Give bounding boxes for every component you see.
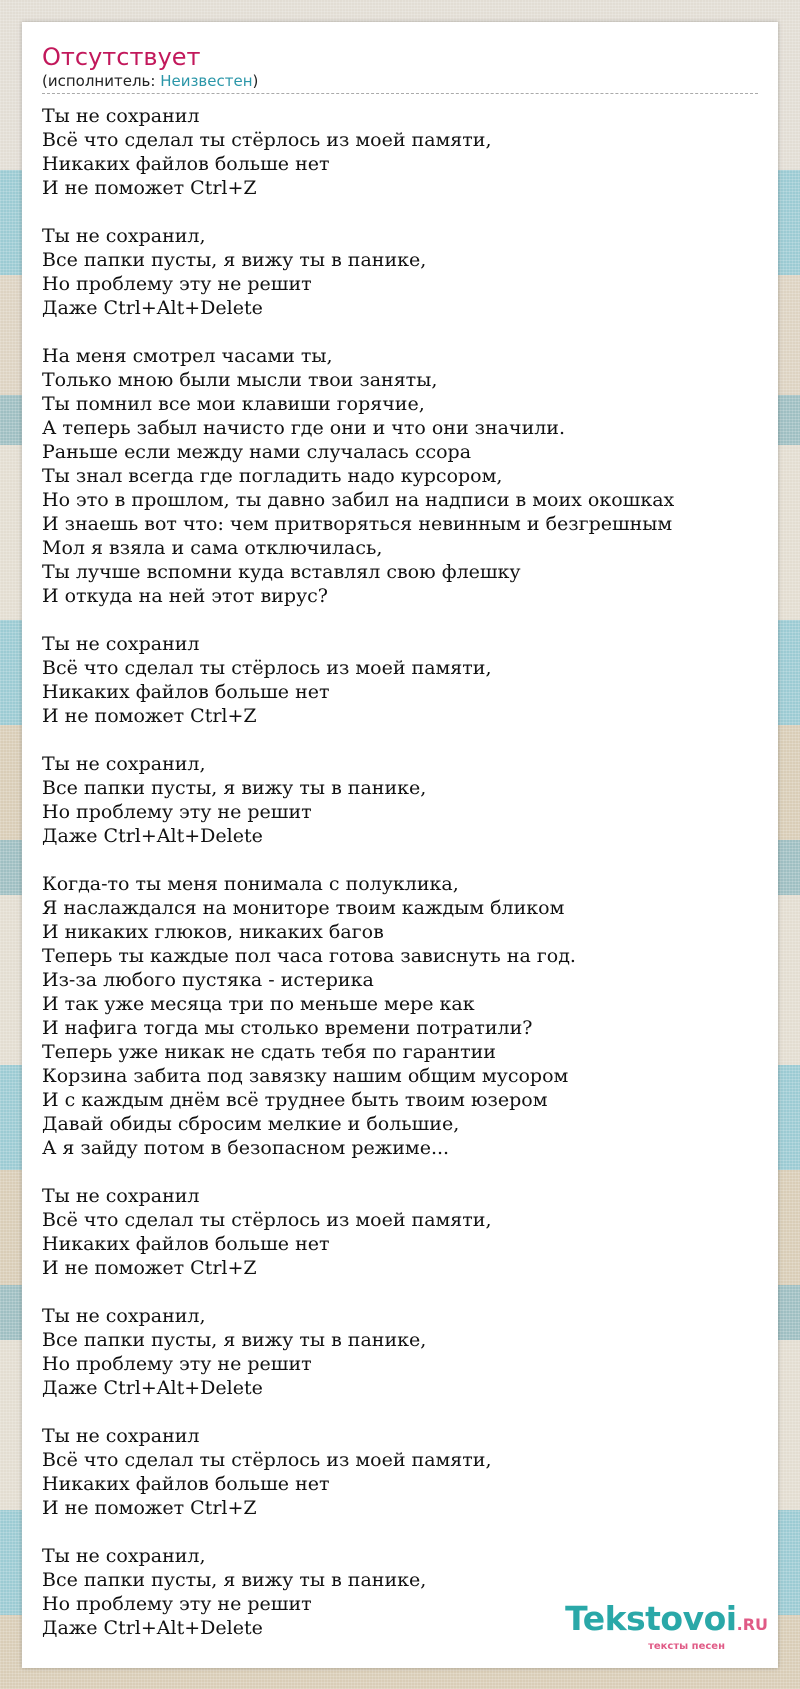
lyrics-line: Ты не сохранил, <box>42 753 206 775</box>
lyrics-line: И не поможет Ctrl+Z <box>42 1257 257 1279</box>
lyrics-line: Ты не сохранил <box>42 105 200 127</box>
lyrics-line: Ты не сохранил, <box>42 225 206 247</box>
lyrics-line: Теперь ты каждые пол часа готова зависнуть на год. <box>42 945 576 967</box>
lyrics-line: Все папки пусты, я вижу ты в панике, <box>42 1569 427 1591</box>
lyrics-stanza <box>42 1304 758 1400</box>
logo-tld: .RU <box>736 1615 768 1634</box>
artist-suffix: ) <box>252 72 259 90</box>
lyrics-line: И нафига тогда мы столько времени потратили? <box>42 1017 533 1039</box>
lyrics-line: Когда-то ты меня понимала с полуклика, <box>42 873 459 895</box>
lyrics-line: Все папки пусты, я вижу ты в панике, <box>42 777 427 799</box>
lyrics-line: Даже Ctrl+Alt+Delete <box>42 1617 263 1639</box>
lyrics-line: Даже Ctrl+Alt+Delete <box>42 825 263 847</box>
lyrics-line: Мол я взяла и сама отключилась, <box>42 537 383 559</box>
lyrics-line: На меня смотрел часами ты, <box>42 345 333 367</box>
lyrics-line: Ты помнил все мои клавиши горячие, <box>42 393 425 415</box>
song-title: Отсутствует <box>42 43 201 71</box>
lyrics-card <box>22 22 778 1668</box>
lyrics-line: Ты не сохранил, <box>42 1305 206 1327</box>
lyrics-line: А теперь забыл начисто где они и что они значили. <box>42 417 566 439</box>
lyrics-line: Но проблему эту не решит <box>42 1353 312 1375</box>
logo-tagline: тексты песен <box>648 1641 725 1652</box>
lyrics-line: И никаких глюков, никаких багов <box>42 921 384 943</box>
lyrics-line: И не поможет Ctrl+Z <box>42 177 257 199</box>
artist-prefix: (исполнитель: <box>42 72 161 90</box>
lyrics-line: Давай обиды сбросим мелкие и большие, <box>42 1113 460 1135</box>
lyrics-stanza <box>42 344 758 608</box>
lyrics-line: Но проблему эту не решит <box>42 273 312 295</box>
lyrics-line: Но это в прошлом, ты давно забил на надписи в моих окошках <box>42 489 675 511</box>
lyrics-line: Но проблему эту не решит <box>42 1593 312 1615</box>
lyrics-line: Из-за любого пустяка - истерика <box>42 969 374 991</box>
logo-name: Tekstovoi <box>565 1599 737 1638</box>
lyrics-line: Ты не сохранил <box>42 1425 200 1447</box>
lyrics-line: Даже Ctrl+Alt+Delete <box>42 1377 263 1399</box>
lyrics-line: Никаких файлов больше нет <box>42 1473 330 1495</box>
lyrics-line: Все папки пусты, я вижу ты в панике, <box>42 1329 427 1351</box>
lyrics-line: И с каждым днём всё труднее быть твоим юзером <box>42 1089 548 1111</box>
artist-link[interactable]: Неизвестен <box>160 72 253 90</box>
lyrics-line: Ты не сохранил <box>42 633 200 655</box>
lyrics-stanza <box>42 752 758 848</box>
lyrics-line: Я наслаждался на мониторе твоим каждым бликом <box>42 897 565 919</box>
lyrics-line: Всё что сделал ты стёрлось из моей памяти, <box>42 1209 492 1231</box>
lyrics-line: И знаешь вот что: чем притворяться невинным и безгрешным <box>42 513 673 535</box>
lyrics-line: Но проблему эту не решит <box>42 801 312 823</box>
lyrics-line: Всё что сделал ты стёрлось из моей памяти, <box>42 1449 492 1471</box>
logo-wordmark <box>565 1599 768 1642</box>
lyrics-line: Корзина забита под завязку нашим общим мусором <box>42 1065 569 1087</box>
lyrics-line: И так уже месяца три по меньше мере как <box>42 993 475 1015</box>
lyrics-stanza <box>42 632 758 728</box>
lyrics-stanza <box>42 224 758 320</box>
lyrics-line: Никаких файлов больше нет <box>42 681 330 703</box>
site-logo[interactable] <box>565 1599 768 1652</box>
lyrics-line: Только мною были мысли твои заняты, <box>42 369 438 391</box>
lyrics-stanza <box>42 1184 758 1280</box>
lyrics-stanza <box>42 1424 758 1520</box>
lyrics-line: Всё что сделал ты стёрлось из моей памяти, <box>42 657 492 679</box>
lyrics-line: Все папки пусты, я вижу ты в панике, <box>42 249 427 271</box>
lyrics-line: А я зайду потом в безопасном режиме... <box>42 1137 450 1159</box>
lyrics-line: Теперь уже никак не сдать тебя по гарантии <box>42 1041 496 1063</box>
artist-line <box>42 72 758 94</box>
lyrics-stanza <box>42 872 758 1160</box>
lyrics-line: Ты лучше вспомни куда вставлял свою флешку <box>42 561 521 583</box>
lyrics-line: Никаких файлов больше нет <box>42 153 330 175</box>
lyrics-line: Ты не сохранил <box>42 1185 200 1207</box>
lyrics-line: И не поможет Ctrl+Z <box>42 1497 257 1519</box>
lyrics-line: Даже Ctrl+Alt+Delete <box>42 297 263 319</box>
lyrics-line: Ты знал всегда где погладить надо курсором, <box>42 465 503 487</box>
lyrics-line: Никаких файлов больше нет <box>42 1233 330 1255</box>
lyrics-line: Всё что сделал ты стёрлось из моей памяти, <box>42 129 492 151</box>
lyrics-line: Ты не сохранил, <box>42 1545 206 1567</box>
lyrics-stanza <box>42 104 758 200</box>
lyrics-line: И откуда на ней этот вирус? <box>42 585 328 607</box>
lyrics-line: Раньше если между нами случалась ссора <box>42 441 472 463</box>
lyrics-line: И не поможет Ctrl+Z <box>42 705 257 727</box>
lyrics-text <box>42 104 758 1640</box>
